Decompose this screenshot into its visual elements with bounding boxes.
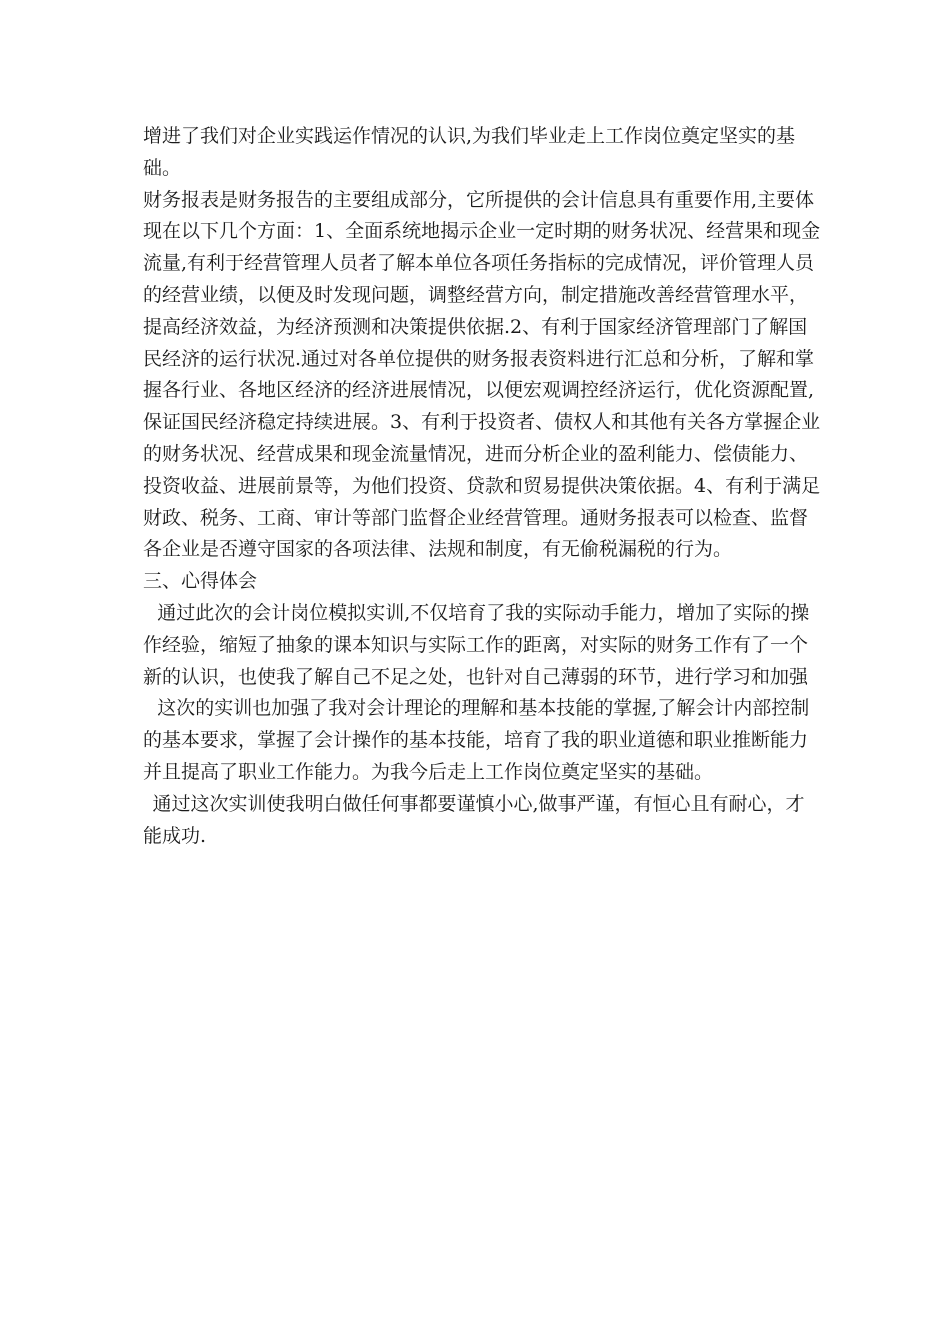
paragraph-reflection-1: 通过此次的会计岗位模拟实训,不仅培育了我的实际动手能力，增加了实际的操作经验，缩短了抽象的课本知识与实际工作的距离，对实际的财务工作有了一个新的认识，也使我了解自己不足之处，也针对自己薄弱的环节，进行学习和加强	[143, 601, 810, 688]
paragraph-intro: 增进了我们对企业实践运作情况的认识,为我们毕业走上工作岗位奠定坚实的基础。	[143, 125, 796, 179]
section-heading: 三、心得体会	[143, 570, 258, 593]
paragraph-financial-statements: 财务报表是财务报告的主要组成部分，它所提供的会计信息具有重要作用,主要体现在以下几个方面：1、全面系统地揭示企业一定时期的财务状况、经营果和现金流量,有利于经营管理人员者了解本单位各项任务指标的完成情况，评价管理人员的经营业绩，以便及时发现问题，调整经营方向，制定措施改善经营管理水平，提高经济效益，为经济预测和决策提供依据.2、有利于国家经济管理部门了解国民经济的运行状况.通过对各单位提供的财务报表资料进行汇总和分析，了解和掌握各行业、各地区经济的经济进展情况，以便宏观调控经济运行，优化资源配置,保证国民经济稳定持续进展。3、有利于投资者、债权人和其他有关各方掌握企业的财务状况、经营成果和现金流量情况，进而分析企业的盈利能力、偿债能力、投资收益、进展前景等，为他们投资、贷款和贸易提供决策依据。4、有利于满足财政、税务、工商、审计等部门监督企业经营管理。通财务报表可以检查、监督各企业是否遵守国家的各项法律、法规和制度，有无偷税漏税的行为。	[143, 188, 821, 561]
paragraph-reflection-3: 通过这次实训使我明白做任何事都要谨慎小心,做事严谨，有恒心且有耐心，才能成功.	[143, 792, 805, 847]
paragraph-reflection-2: 这次的实训也加强了我对会计理论的理解和基本技能的掌握,了解会计内部控制的基本要求，掌握了会计操作的基本技能，培育了我的职业道德和职业推断能力并且提高了职业工作能力。为我今后走上工作岗位奠定坚实的基础。	[143, 697, 810, 783]
document-body	[143, 121, 823, 852]
